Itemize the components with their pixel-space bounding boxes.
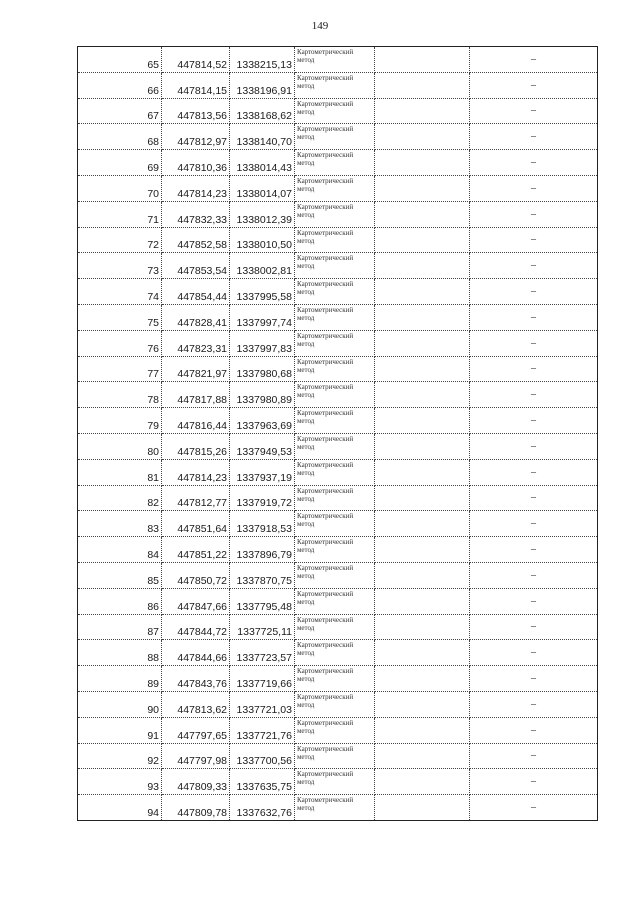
- point-number: 92: [78, 743, 162, 769]
- note-cell: –: [470, 769, 598, 795]
- y-coordinate: 1338012,39: [230, 201, 295, 227]
- y-coordinate: 1337980,68: [230, 356, 295, 382]
- method-cell: Картометрический метод: [295, 279, 375, 305]
- y-coordinate: 1338168,62: [230, 98, 295, 124]
- x-coordinate: 447813,56: [162, 98, 230, 124]
- table-row: [78, 691, 598, 717]
- empty-cell: [375, 562, 470, 588]
- y-coordinate: 1338140,70: [230, 124, 295, 150]
- x-coordinate: 447812,77: [162, 485, 230, 511]
- table-row: [78, 743, 598, 769]
- y-coordinate: 1337795,48: [230, 588, 295, 614]
- method-cell: Картометрический метод: [295, 304, 375, 330]
- x-coordinate: 447851,22: [162, 537, 230, 563]
- point-number: 84: [78, 537, 162, 563]
- table-row: [78, 330, 598, 356]
- x-coordinate: 447813,62: [162, 691, 230, 717]
- y-coordinate: 1337721,03: [230, 691, 295, 717]
- table-row: [78, 588, 598, 614]
- note-cell: –: [470, 408, 598, 434]
- y-coordinate: 1337725,11: [230, 614, 295, 640]
- y-coordinate: 1337721,76: [230, 717, 295, 743]
- y-coordinate: 1337723,57: [230, 640, 295, 666]
- empty-cell: [375, 588, 470, 614]
- x-coordinate: 447844,66: [162, 640, 230, 666]
- point-number: 93: [78, 769, 162, 795]
- note-cell: –: [470, 356, 598, 382]
- x-coordinate: 447815,26: [162, 433, 230, 459]
- empty-cell: [375, 356, 470, 382]
- empty-cell: [375, 72, 470, 98]
- table-row: [78, 485, 598, 511]
- note-cell: –: [470, 98, 598, 124]
- method-cell: Картометрический метод: [295, 795, 375, 821]
- note-cell: –: [470, 279, 598, 305]
- point-number: 81: [78, 459, 162, 485]
- point-number: 85: [78, 562, 162, 588]
- y-coordinate: 1337995,58: [230, 279, 295, 305]
- point-number: 75: [78, 304, 162, 330]
- point-number: 73: [78, 253, 162, 279]
- method-cell: Картометрический метод: [295, 175, 375, 201]
- table-row: [78, 433, 598, 459]
- note-cell: –: [470, 47, 598, 73]
- x-coordinate: 447797,65: [162, 717, 230, 743]
- y-coordinate: 1338014,07: [230, 175, 295, 201]
- note-cell: –: [470, 304, 598, 330]
- table-row: [78, 459, 598, 485]
- point-number: 71: [78, 201, 162, 227]
- empty-cell: [375, 304, 470, 330]
- y-coordinate: 1338002,81: [230, 253, 295, 279]
- point-number: 74: [78, 279, 162, 305]
- note-cell: –: [470, 150, 598, 176]
- empty-cell: [375, 795, 470, 821]
- note-cell: –: [470, 227, 598, 253]
- empty-cell: [375, 47, 470, 73]
- coordinates-table: [77, 46, 598, 821]
- note-cell: –: [470, 743, 598, 769]
- empty-cell: [375, 691, 470, 717]
- note-cell: –: [470, 201, 598, 227]
- x-coordinate: 447797,98: [162, 743, 230, 769]
- empty-cell: [375, 537, 470, 563]
- empty-cell: [375, 459, 470, 485]
- point-number: 76: [78, 330, 162, 356]
- note-cell: –: [470, 382, 598, 408]
- point-number: 89: [78, 666, 162, 692]
- table-row: [78, 511, 598, 537]
- x-coordinate: 447814,23: [162, 175, 230, 201]
- x-coordinate: 447809,78: [162, 795, 230, 821]
- y-coordinate: 1337870,75: [230, 562, 295, 588]
- method-cell: Картометрический метод: [295, 382, 375, 408]
- point-number: 94: [78, 795, 162, 821]
- table-row: [78, 717, 598, 743]
- method-cell: Картометрический метод: [295, 330, 375, 356]
- method-cell: Картометрический метод: [295, 433, 375, 459]
- note-cell: –: [470, 330, 598, 356]
- x-coordinate: 447814,52: [162, 47, 230, 73]
- point-number: 80: [78, 433, 162, 459]
- note-cell: –: [470, 640, 598, 666]
- note-cell: –: [470, 433, 598, 459]
- x-coordinate: 447821,97: [162, 356, 230, 382]
- method-cell: Картометрический метод: [295, 562, 375, 588]
- x-coordinate: 447852,58: [162, 227, 230, 253]
- point-number: 72: [78, 227, 162, 253]
- point-number: 90: [78, 691, 162, 717]
- note-cell: –: [470, 562, 598, 588]
- y-coordinate: 1337980,89: [230, 382, 295, 408]
- table-row: [78, 124, 598, 150]
- point-number: 87: [78, 614, 162, 640]
- note-cell: –: [470, 72, 598, 98]
- note-cell: –: [470, 691, 598, 717]
- empty-cell: [375, 150, 470, 176]
- y-coordinate: 1337997,83: [230, 330, 295, 356]
- x-coordinate: 447851,64: [162, 511, 230, 537]
- y-coordinate: 1337632,76: [230, 795, 295, 821]
- table-row: [78, 537, 598, 563]
- point-number: 66: [78, 72, 162, 98]
- table-row: [78, 640, 598, 666]
- method-cell: Картометрический метод: [295, 691, 375, 717]
- x-coordinate: 447854,44: [162, 279, 230, 305]
- point-number: 86: [78, 588, 162, 614]
- point-number: 78: [78, 382, 162, 408]
- note-cell: –: [470, 459, 598, 485]
- table-row: [78, 769, 598, 795]
- table-row: [78, 666, 598, 692]
- empty-cell: [375, 485, 470, 511]
- method-cell: Картометрический метод: [295, 614, 375, 640]
- y-coordinate: 1338010,50: [230, 227, 295, 253]
- empty-cell: [375, 98, 470, 124]
- point-number: 82: [78, 485, 162, 511]
- y-coordinate: 1337963,69: [230, 408, 295, 434]
- method-cell: Картометрический метод: [295, 588, 375, 614]
- y-coordinate: 1337700,56: [230, 743, 295, 769]
- method-cell: Картометрический метод: [295, 47, 375, 73]
- x-coordinate: 447853,54: [162, 253, 230, 279]
- empty-cell: [375, 124, 470, 150]
- y-coordinate: 1338014,43: [230, 150, 295, 176]
- empty-cell: [375, 382, 470, 408]
- table-row: [78, 175, 598, 201]
- y-coordinate: 1337918,53: [230, 511, 295, 537]
- method-cell: Картометрический метод: [295, 640, 375, 666]
- x-coordinate: 447828,41: [162, 304, 230, 330]
- note-cell: –: [470, 124, 598, 150]
- table-row: [78, 562, 598, 588]
- table-row: [78, 201, 598, 227]
- table-row: [78, 795, 598, 821]
- note-cell: –: [470, 485, 598, 511]
- page-number: 149: [311, 20, 329, 32]
- x-coordinate: 447817,88: [162, 382, 230, 408]
- coordinates-table-body: [78, 47, 598, 821]
- empty-cell: [375, 330, 470, 356]
- empty-cell: [375, 201, 470, 227]
- table-row: [78, 279, 598, 305]
- table-row: [78, 150, 598, 176]
- empty-cell: [375, 769, 470, 795]
- method-cell: Картометрический метод: [295, 356, 375, 382]
- x-coordinate: 447814,15: [162, 72, 230, 98]
- x-coordinate: 447844,72: [162, 614, 230, 640]
- empty-cell: [375, 614, 470, 640]
- point-number: 79: [78, 408, 162, 434]
- method-cell: Картометрический метод: [295, 72, 375, 98]
- empty-cell: [375, 640, 470, 666]
- point-number: 83: [78, 511, 162, 537]
- point-number: 69: [78, 150, 162, 176]
- point-number: 91: [78, 717, 162, 743]
- point-number: 65: [78, 47, 162, 73]
- x-coordinate: 447843,76: [162, 666, 230, 692]
- note-cell: –: [470, 511, 598, 537]
- method-cell: Картометрический метод: [295, 485, 375, 511]
- point-number: 88: [78, 640, 162, 666]
- y-coordinate: 1337919,72: [230, 485, 295, 511]
- y-coordinate: 1338196,91: [230, 72, 295, 98]
- y-coordinate: 1337937,19: [230, 459, 295, 485]
- method-cell: Картометрический метод: [295, 124, 375, 150]
- x-coordinate: 447816,44: [162, 408, 230, 434]
- x-coordinate: 447809,33: [162, 769, 230, 795]
- method-cell: Картометрический метод: [295, 150, 375, 176]
- table-row: [78, 614, 598, 640]
- empty-cell: [375, 666, 470, 692]
- note-cell: –: [470, 253, 598, 279]
- method-cell: Картометрический метод: [295, 98, 375, 124]
- point-number: 77: [78, 356, 162, 382]
- method-cell: Картометрический метод: [295, 201, 375, 227]
- table-row: [78, 408, 598, 434]
- table-row: [78, 304, 598, 330]
- y-coordinate: 1337896,79: [230, 537, 295, 563]
- x-coordinate: 447812,97: [162, 124, 230, 150]
- point-number: 70: [78, 175, 162, 201]
- x-coordinate: 447810,36: [162, 150, 230, 176]
- empty-cell: [375, 511, 470, 537]
- y-coordinate: 1337719,66: [230, 666, 295, 692]
- y-coordinate: 1337949,53: [230, 433, 295, 459]
- table-row: [78, 356, 598, 382]
- y-coordinate: 1338215,13: [230, 47, 295, 73]
- note-cell: –: [470, 537, 598, 563]
- empty-cell: [375, 433, 470, 459]
- x-coordinate: 447850,72: [162, 562, 230, 588]
- method-cell: Картометрический метод: [295, 459, 375, 485]
- y-coordinate: 1337997,74: [230, 304, 295, 330]
- x-coordinate: 447832,33: [162, 201, 230, 227]
- empty-cell: [375, 175, 470, 201]
- empty-cell: [375, 717, 470, 743]
- empty-cell: [375, 743, 470, 769]
- note-cell: –: [470, 614, 598, 640]
- y-coordinate: 1337635,75: [230, 769, 295, 795]
- method-cell: Картометрический метод: [295, 511, 375, 537]
- note-cell: –: [470, 666, 598, 692]
- note-cell: –: [470, 717, 598, 743]
- method-cell: Картометрический метод: [295, 717, 375, 743]
- empty-cell: [375, 279, 470, 305]
- note-cell: –: [470, 175, 598, 201]
- point-number: 68: [78, 124, 162, 150]
- empty-cell: [375, 227, 470, 253]
- empty-cell: [375, 253, 470, 279]
- method-cell: Картометрический метод: [295, 537, 375, 563]
- table-row: [78, 72, 598, 98]
- point-number: 67: [78, 98, 162, 124]
- table-row: [78, 47, 598, 73]
- table-row: [78, 253, 598, 279]
- empty-cell: [375, 408, 470, 434]
- table-row: [78, 98, 598, 124]
- method-cell: Картометрический метод: [295, 769, 375, 795]
- x-coordinate: 447847,66: [162, 588, 230, 614]
- method-cell: Картометрический метод: [295, 743, 375, 769]
- x-coordinate: 447823,31: [162, 330, 230, 356]
- table-row: [78, 382, 598, 408]
- x-coordinate: 447814,23: [162, 459, 230, 485]
- method-cell: Картометрический метод: [295, 666, 375, 692]
- method-cell: Картометрический метод: [295, 253, 375, 279]
- note-cell: –: [470, 588, 598, 614]
- method-cell: Картометрический метод: [295, 408, 375, 434]
- table-row: [78, 227, 598, 253]
- method-cell: Картометрический метод: [295, 227, 375, 253]
- note-cell: –: [470, 795, 598, 821]
